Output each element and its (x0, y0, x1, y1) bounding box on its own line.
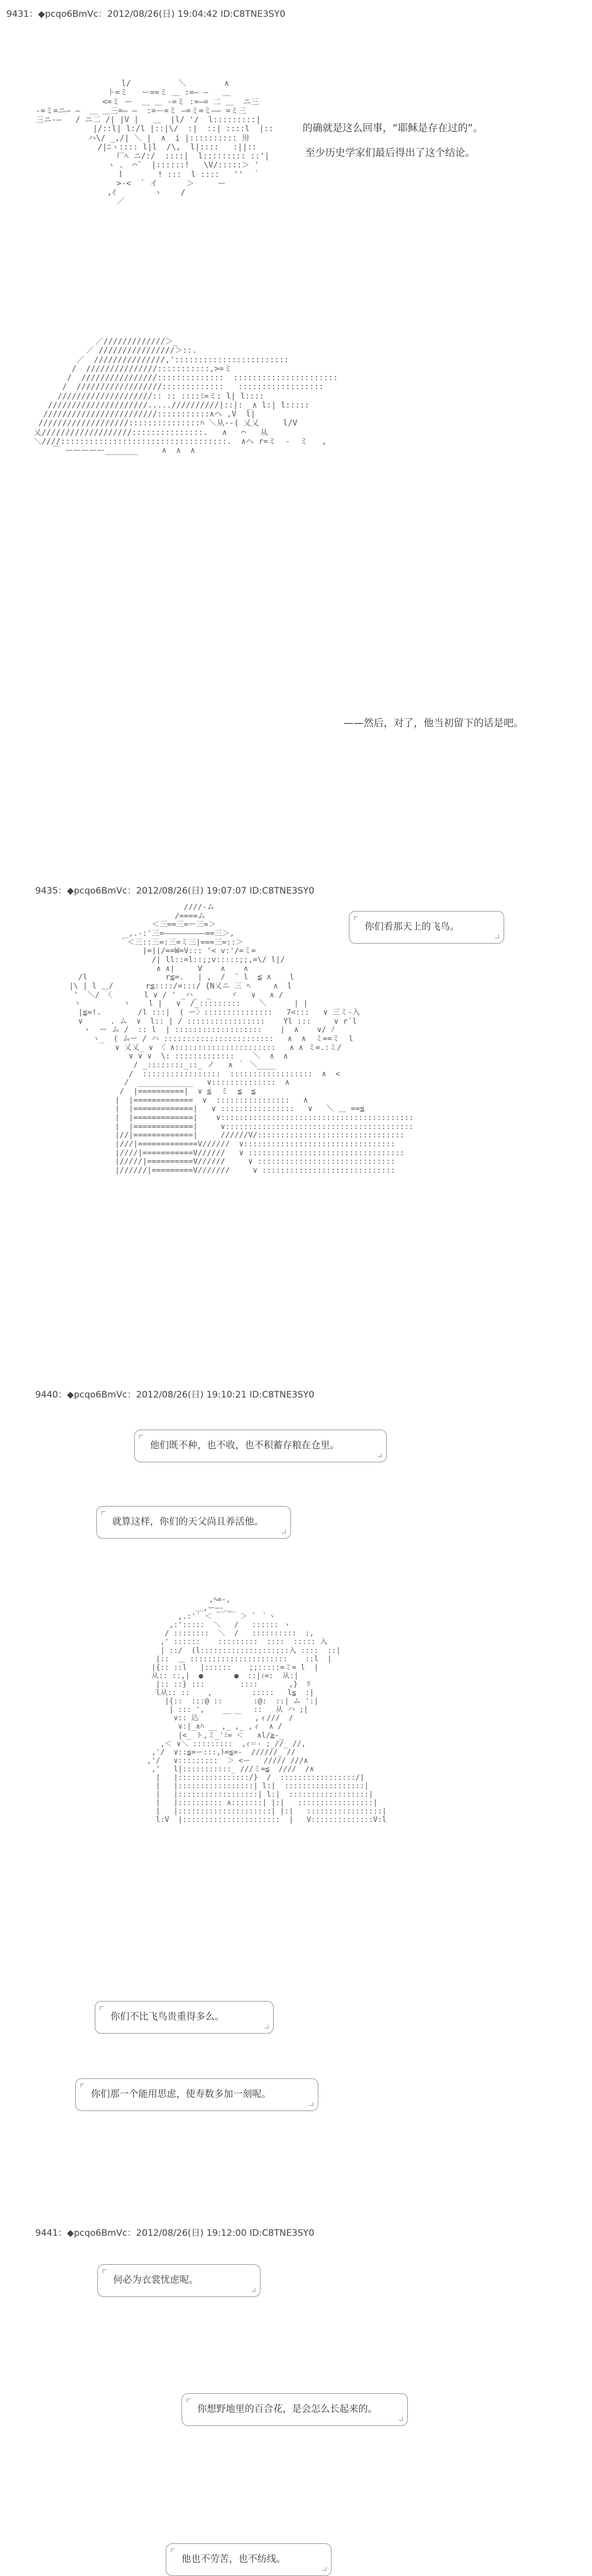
ascii-art-sun-scene: l/ ＼ ∧ ト=ミ ー==ミ ＿ :=― ― ＿ <=ミ ー ＿ ＿ -=ミ :=―= 二 ＿ ニ三 -=ミ=ニ― ― ＿ ＿三=― ― :=ー=ミ ―=ミ=ミ―― =ミ三 三ニ-― / ニ二 /| |V | ＿ |l/ '/ l:::::::::| |/::l| l:/l |::|\/ :| ::| ::::l |:: ハ\/ _,/| ＼ | ∧ i |:::::::::: 卅 /|ﾆヽ:::: l|l /\, l|:::: :||:: 厂ﾍ ニ/:/ ::::| l::::::::: ::'| ヽ 、 ⌒¨ |::::::! \V/:::::＞ ' ｌ ! ::: l :::: '' ｀ >-< ` イ ＞ ー ,ｲ ヽ / ／ (36, 78, 274, 206)
speech-bubble (166, 2543, 332, 2576)
speech-bubble (349, 911, 504, 944)
narration-line: 的确就是这么回事，“耶稣是存在过的”。 (303, 122, 483, 134)
speech-text: 你们不比飞鸟贵重得多么。 (111, 2011, 224, 2023)
post-header-9440: 9440：◆pcqo6BmVc：2012/08/26(日) 19:10:21 ID:C8TNE3SY0 (35, 1390, 315, 1400)
narration-line: 至少历史学家们最后得出了这个结论。 (305, 147, 476, 158)
speech-text: 他也不劳苦，也不纺线。 (182, 2553, 286, 2565)
post-header-9441: 9441：◆pcqo6BmVc：2012/08/26(日) 19:12:00 ID:C8TNE3SY0 (35, 2228, 315, 2238)
speech-text: 就算这样，你们的天父尚且养活他。 (112, 1516, 264, 1528)
speech-bubble (96, 1506, 291, 1539)
post-header-9435: 9435：◆pcqo6BmVc：2012/08/26(日) 19:07:07 ID:C8TNE3SY0 (35, 886, 315, 896)
speech-bubble (182, 2393, 408, 2426)
ascii-art-robed-figure-hat: ////‐ム /====ム ＜三==三=ー三=＞ _,.-:'三=―――――――――==三＞, ｀＜三::三=:三=ミ三|===三=::＞ |=||/==W=V::: '< v:'/=ミ= /| ll::=l::;;v:::::;;,=\/ l|/ ∧ ∧| V ∧ ∧ /l r≦=. | , / ¨ l ≦ ∧ l |\ | l ＿/ r≦::::/=:::/ {N乂ニ 三 ﾍ ∧ l ' ＼/ 〈 l ∨ / ' _ハ_ _ ヾ ∨ ∧ / ヽ ヽ l | ∨ /_::::::::: ＼ | | |≦=!. /l :::| ( ー〉::::::::::::::: 7<::: ∨ 三ミ-入 ∨ . ム ∨ l:: | / ::::::::::::::::: Yl ::: ∨ r´l ヽ ー ム / :: l | ::::::::::::::::::: | ∧ ∨/ ﾉ ヽ_ ( ムー / ハ :::::::::::::::::::::::: ∧ ∧ ミ==ミ l ∨ 乂乂_ ∨ 〈 ∧:::::::::::::::::::::: ∧ ∧ ミ=.:ミ/ ∨ ∨ ∨ \: ::::::::::::: ＼ ∧ ∧ / _::::::::_::_ ノ ∧ ｀ ＼____ / ::::::::::::::::: :::::::::::::::::: ∧ < / ____________ ∨:::::::::::::: ∧ / |==========| ∨ ≦ ミ ≦ ≦ | |============= ∨ :::::::::::::::: ∧ | |=============| ∨ :::::::::::::::: ∨ ＼ ＿ ==≦ | |=============| ∨:::::::::::::::::::::::::::::::::::::::::: | |=============| ∨::::::::::::::::::::::::::::::::::::::::: |//|=============| //////V/:::::::::::::::::::::::::::::::: |///|=============V////// ∨::::::::::::::::::::::::::::::::: |////|===========V////// ∨ :::::::::::::::::::::::::::::::::: |/////|==========V////// ∨ :::::::::::::::::::::::::::::: |//////|=========V/////// ∨ ::::::::::::::::::::::::::::: (69, 903, 414, 1175)
post-header-9431: 9431：◆pcqo6BmVc：2012/08/26(日) 19:04:42 ID:C8TNE3SY0 (6, 9, 286, 19)
narration-line: ——然后，对了，他当初留下的话是吧。 (344, 717, 524, 729)
speech-bubble (75, 2078, 318, 2111)
speech-text: 你想野地里的百合花，是会怎么长起来的。 (197, 2403, 377, 2415)
speech-bubble (95, 2001, 274, 2034)
speech-bubble (97, 2264, 260, 2297)
speech-text: 你们看那天上的飞鸟。 (365, 921, 459, 933)
speech-bubble (134, 1430, 387, 1462)
ascii-art-round-character: ,ﾍ=-, ＿,ー―‐＿ ,.:'´ ＜ ￣ ￣ ＞ ` ｀ヽ ,:'::::: ＼ / :::::: ヽ / :::::::: ＼ / :::::::::: :, ,' :::::: ::::::::: :::: ::::: 入 | ::/ (l::::::::::::::::::::入 :::: ::| |:: ＿ :::::::::::::::::::::: ::l | |{:: ::l |:::::: ;;:::::=ミ= l | 从:: ::,| ● ● ::|ｨ=: 从:| |:: ::} ::: :::: ,} ﾘ l从:: :: , ::::: l≦ :| |{:: :::@ :: :@: ::| ム ':| | ::: ', __ :: 从 ハ ;| ∨:: 込 ￣ ,ィ/// / ∨:|_∧ﾊ __ ,_ ,_ ,ィ ∧ / |<_ ト,ミ_'ﾐ= ＜ ∧l/≧-_ ,＜ ∨＼ ::::::::: ,ｨ＝‐ ;_//_ //, ,'/ ∨::≦=ー:::,ﾄ=≦=‐ //////_ // ,'/ ∨::::::::: ＞ <ー ///// ///∧ ,' l|:::::::::::_ ///ミ=≦ //// /∧ | |::::::::::::::::/} / :::::::::::::::::/| | |:::::::::::::::::| l:| ::::::::::::::::::| | |::::::::::::::::::| l:| ::::::::::::::::::| | |:::::::::: ∧:::::::| |:| :::::::::::::::::| | |:::::::::::::::::::::| |:| :::::::::::::::::| l:V |:::::::::::::::::::::: | V::::::::::::::V:l (147, 1596, 387, 1825)
speech-text: 他们既不种，也不收，也不积蓄存粮在仓里。 (150, 1440, 339, 1451)
speech-text: 何必为衣裳忧虑呢。 (113, 2274, 198, 2286)
ascii-art-figure-standing: ／/////////////＞_ ／ ////////////////＞::. ／ ///////////////,':::::::::::::::::::::::: / ///////////////:::::::::::,>=ミ / ////////////////:::::::::::::: :::::::::::::::::::::: / //////////////////::::::::::::: :::::::::::::::::: ////////////////////:: :: ::::ﾐ=ミ: l| l:::: /////////////////////.....//////////|::|: _∧ l:| l::::: ////////////////////////:::::::::::∧ヘ ,V l| ///////////////////:::::::::::::::ﾊ ＼从--( 乂乂 l/V 乂///////////////////:::::::::::::::. ∧ ⌒ 从 ＼////:::::::::::::::::::::::::::::::::::. ∧ヘ r=ミ - ミ , ￣ ーーーーー_______ ∧ ∧ ∧ ——然后，对了，他当初留下的话是吧。 9435：◆pcqo6BmVc：2012/08/26(日) 19:07:07 ID:C8TNE3SY0 ////‐ム /====ム ＜三==三=ー三=＞ _,.-:'三=―――――――――==三＞, ｀＜三::三=:三=ミ三|===三=::＞ |=||/==W=V::: '< v:'/=ミ= /| ll::=l::;;v:::::;;,=\/ l|/ ∧ ∧| V ∧ ∧ /l r≦=. | , / ¨ l ≦ ∧ l |\ | l ＿/ r≦::::/=:::/ {N乂ニ 三 ﾍ ∧ l ' ＼/ 〈 l ∨ / ' _ハ_ _ ヾ ∨ ∧ / ヽ ヽ l | ∨ /_::::::::: ＼ | | |≦=!. /l :::| ( ー〉::::::::::::::: 7<::: ∨ 三ミ-入 ∨ . ム ∨ l:: | / ::::::::::::::::: Yl ::: ∨ r´l ヽ ー ム / :: l | ::::::::::::::::::: | ∧ ∨/ ﾉ ヽ_ ( ムー / ハ :::::::::::::::::::::::: ∧ ∧ ミ==ミ l ∨ 乂乂_ ∨ 〈 ∧:::::::::::::::::::::: ∧ ∧ ミ=.:ミ/ ∨ ∨ ∨ \: ::::::::::::: ＼ ∧ ∧ / _::::::::_::_ ノ ∧ ｀ ＼____ / ::::::::::::::::: :::::::::::::::::: ∧ < / ____________ ∨:::::::::::::: ∧ / |==========| ∨ ≦ ミ ≦ ≦ | |============= ∨ :::::::::::::::: ∧ | |=============| ∨ :::::::::::::::: ∨ ＼ ＿ ==≦ | |=============| ∨:::::::::::::::::::::::::::::::::::::::::: | |=============| ∨::::::::::::::::::::::::::::::::::::::::: |//|=============| //////V/:::::::::::::::::::::::::::::::: |///|=============V////// ∨::::::::::::::::::::::::::::::::: |////|===========V////// ∨ :::::::::::::::::::::::::::::::::: |/////|==========V////// ∨ :::::::::::::::::::::::::::::: |//////|=========V/////// ∨ ::::::::::::::::::::::::::::: 你们看那天上的飞鸟。 9440：◆pcqo6BmVc：2012/08/26(日) 19:10:21 ID:C8TNE3SY0 他们既不种，也不收，也不积蓄存粮在仓里。 就算这样，你们的天父尚且养活他。 ,ﾍ=-, ＿,ー―‐＿ ,.:'´ ＜ ￣ ￣ ＞ ` ｀ヽ ,:'::::: ＼ / :::::: ヽ / :::::::: ＼ / :::::::::: :, ,' :::::: ::::::::: :::: ::::: 入 | ::/ (l::::::::::::::::::::入 :::: ::| |:: ＿ :::::::::::::::::::::: ::l | |{:: ::l |:::::: ;;:::::=ミ= l | 从:: ::,| ● ● ::|ｨ=: 从:| |:: ::} ::: :::: ,} ﾘ l从:: :: , ::::: l≦ :| |{:: :::@ :: :@: ::| ム ':| | ::: ', __ :: 从 ハ ;| ∨:: 込 ￣ ,ィ/// / ∨:|_∧ﾊ __ ,_ ,_ ,ィ ∧ / |<_ ト,ミ_'ﾐ= ＜ ∧l/≧-_ ,＜ ∨＼ ::::::::: ,ｨ＝‐ ;_//_ //, ,'/ ∨::≦=ー:::,ﾄ=≦=‐ //////_ // ,'/ ∨::::::::: ＞ <ー ///// ///∧ ,' l|:::::::::::_ ///ミ=≦ //// /∧ | |::::::::::::::::/} / :::::::::::::::::/| | |:::::::::::::::::| l:| ::::::::::::::::::| | |::::::::::::::::::| l:| ::::::::::::::::::| | |:::::::::: ∧:::::::| |:| :::::::::::::::::| | |:::::::::::::::::::::| |:| :::::::::::::::::| l:V |:::::::::::::::::::::: | V::::::::::::::V:l 你们不比飞鸟贵重得多么。 你们那一个能用思虑，使寿数多加一刻呢。 9441：◆pcqo6BmVc：2012/08/26(日) 19:12:00 ID:C8TNE3SY0 何必为衣裳忧虑呢。 你想野地里的百合花，是会怎么长起来的。 他也不劳苦，也不纺线。 (29, 337, 338, 773)
speech-text: 你们那一个能用思虑，使寿数多加一刻呢。 (91, 2088, 271, 2100)
